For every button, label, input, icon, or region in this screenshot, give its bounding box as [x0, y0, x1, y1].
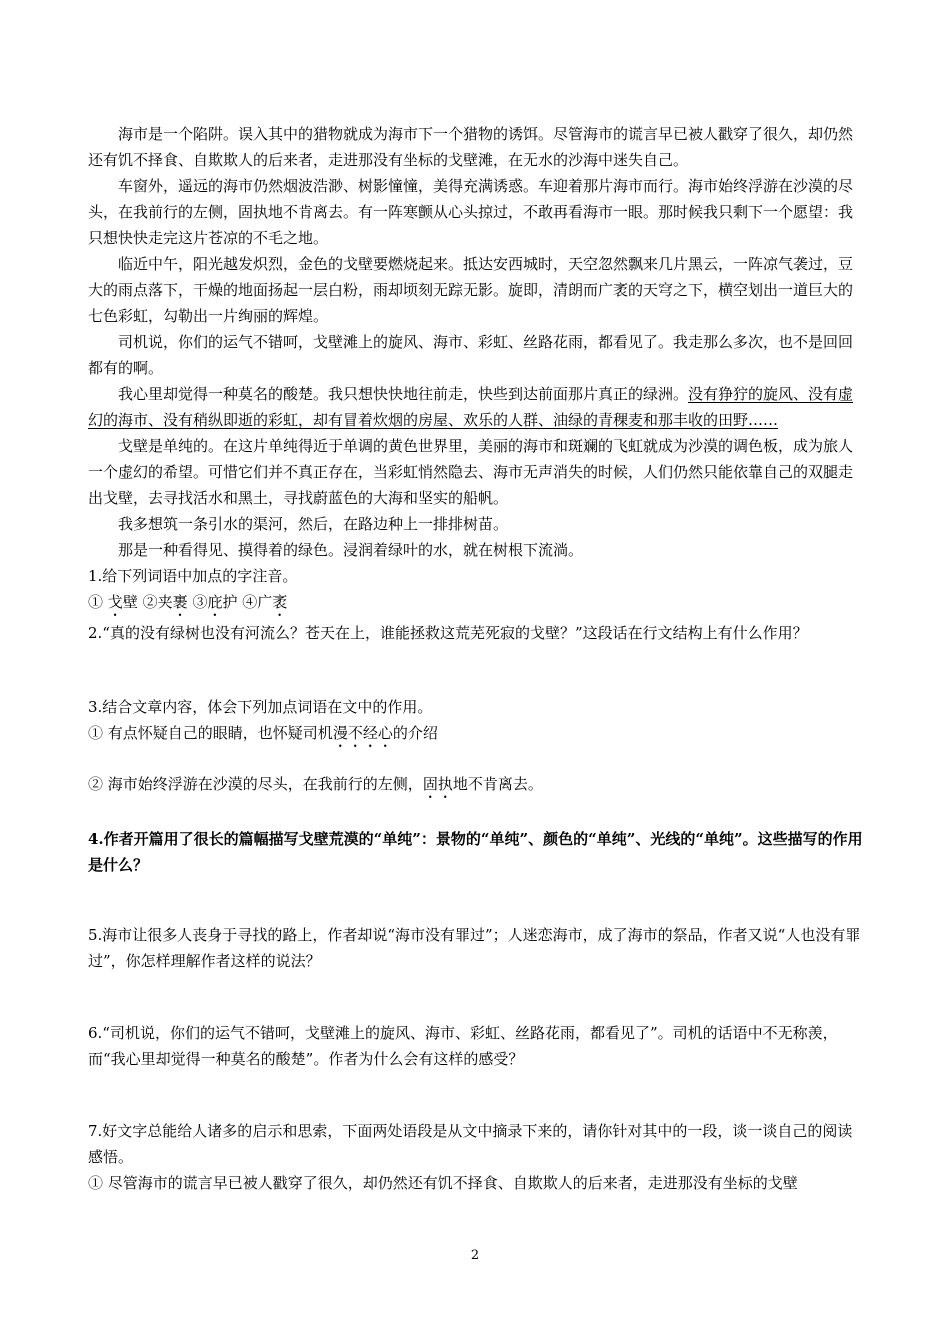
word-item: ②夹裹 [142, 593, 188, 611]
dotted-char: 袤 [272, 593, 288, 611]
question-7: 7.好文字总能给人诸多的启示和思索，下面两处语段是从文中摘录下来的，请你针对其中的一段，谈一谈自己的阅读感悟。 [88, 1122, 853, 1166]
word-item: ① 戈壁 [88, 593, 138, 611]
answer-space [88, 974, 866, 1020]
passage-paragraph [88, 381, 866, 433]
word-item: ③庇护 [192, 593, 238, 611]
answer-space [88, 751, 866, 771]
answer-space [88, 802, 866, 826]
passage-paragraph: 车窗外，遥远的海市仍然烟波浩渺、树影憧憧，美得充满诱惑。车迎着那片海市而行。海市始终浮游在沙漠的尽头，在我前行的左侧，固执地不肯离去。有一阵寒颤从心头掠过，不敢再看海市一眼。那时候我只剩下一个愿望：我只想快快走完这片苍凉的不毛之地。 [88, 177, 854, 247]
question-1-words [88, 589, 866, 620]
passage-paragraph: 那是一种看得见、摸得着的绿色。浸润着绿叶的水，就在树根下流淌。 [118, 541, 584, 559]
question-3: 3.结合文章内容，体会下列加点词语在文中的作用。 [88, 698, 433, 716]
answer-space [88, 1072, 866, 1118]
question-1: 1.给下列词语中加点的字注音。 [88, 567, 298, 585]
question-2: 2.“真的没有绿树也没有河流么？苍天在上，谁能拯救这荒芜死寂的戈壁？”这段话在行文结构上有什么作用？ [88, 624, 808, 642]
dotted-char: 戈 [107, 593, 123, 611]
question-7-item-a: ① 尽管海市的谎言早已被人戳穿了很久，却仍然还有饥不择食、自欺欺人的后来者，走进那没有坐标的戈壁 [88, 1174, 798, 1192]
word-item: ④广袤 [242, 593, 288, 611]
passage-paragraph: 司机说，你们的运气不错呵，戈壁滩上的旋风、海市、彩虹、丝路花雨，都看见了。我走那么多次，也不是回回都有的啊。 [88, 333, 854, 377]
page-number: 2 [470, 1248, 480, 1263]
dotted-phrase: 固执 [422, 775, 453, 793]
passage-paragraph: 戈壁是单纯的。在这片单纯得近于单调的黄色世界里，美丽的海市和斑斓的飞虹就成为沙漠的调色板，成为旅人一个虚幻的希望。可惜它们并不真正存在，当彩虹悄然隐去、海市无声消失的时候，人们仍然只能依靠自己的双腿走出戈壁，去寻找活水和黑土，寻找蔚蓝色的大海和坚实的船帆。 [88, 437, 854, 507]
answer-space [88, 878, 866, 922]
passage-text: 我心里却觉得一种莫名的酸楚。我只想快快地往前走，快些到达前面那片真正的绿洲。 [118, 385, 689, 403]
answer-space [88, 646, 866, 694]
dotted-char: 裹 [172, 593, 188, 611]
passage-paragraph: 我多想筑一条引水的渠河，然后，在路边种上一排排树苗。 [118, 515, 509, 533]
question-5: 5.海市让很多人丧身于寻找的路上，作者却说“海市没有罪过”；人迷恋海市，成了海市的祭品，作者又说“人也没有罪过”，你怎样理解作者这样的说法？ [88, 926, 861, 970]
passage-paragraph: 临近中午，阳光越发炽烈，金色的戈壁要燃烧起来。抵达安西城时，天空忽然飘来几片黑云，一阵凉气袭过，豆大的雨点落下，干燥的地面扬起一层白粉，雨却顷刻无踪无影。旋即，清朗而广袤的天穹之下，横空划出一道巨大的七色彩虹，勾勒出一片绚丽的辉煌。 [88, 255, 854, 325]
dotted-phrase: 漫不经心 [332, 724, 393, 742]
dotted-char: 庇 [207, 593, 223, 611]
underlined-passage: 没有狰狞的旋风、没有虚幻的海市、没有稍纵即逝的彩虹，却有冒着炊烟的房屋、欢乐的人群、油绿的青稞麦和那丰收的田野…… [88, 385, 854, 429]
question-4: 4.作者开篇用了很长的篇幅描写戈壁荒漠的“单纯”：景物的“单纯”、颜色的“单纯”、光线的“单纯”。这些描写的作用是什么？ [88, 830, 863, 874]
question-3-item-b: ② 海市始终浮游在沙漠的尽头，在我前行的左侧，固执地不肯离去。 [88, 775, 543, 793]
question-3-item-a: ① 有点怀疑自己的眼睛，也怀疑司机漫不经心的介绍 [88, 724, 438, 742]
question-6: 6.“司机说，你们的运气不错呵，戈壁滩上的旋风、海市、彩虹、丝路花雨，都看见了”。司机的话语中不无称羡，而“我心里却觉得一种莫名的酸楚”。作者为什么会有这样的感受？ [88, 1024, 838, 1068]
passage-paragraph: 海市是一个陷阱。误入其中的猎物就成为海市下一个猎物的诱饵。尽管海市的谎言早已被人戳穿了很久，却仍然还有饥不择食、自欺欺人的后来者，走进那没有坐标的戈壁滩，在无水的沙海中迷失自己。 [88, 125, 854, 169]
document-body [88, 121, 866, 1196]
